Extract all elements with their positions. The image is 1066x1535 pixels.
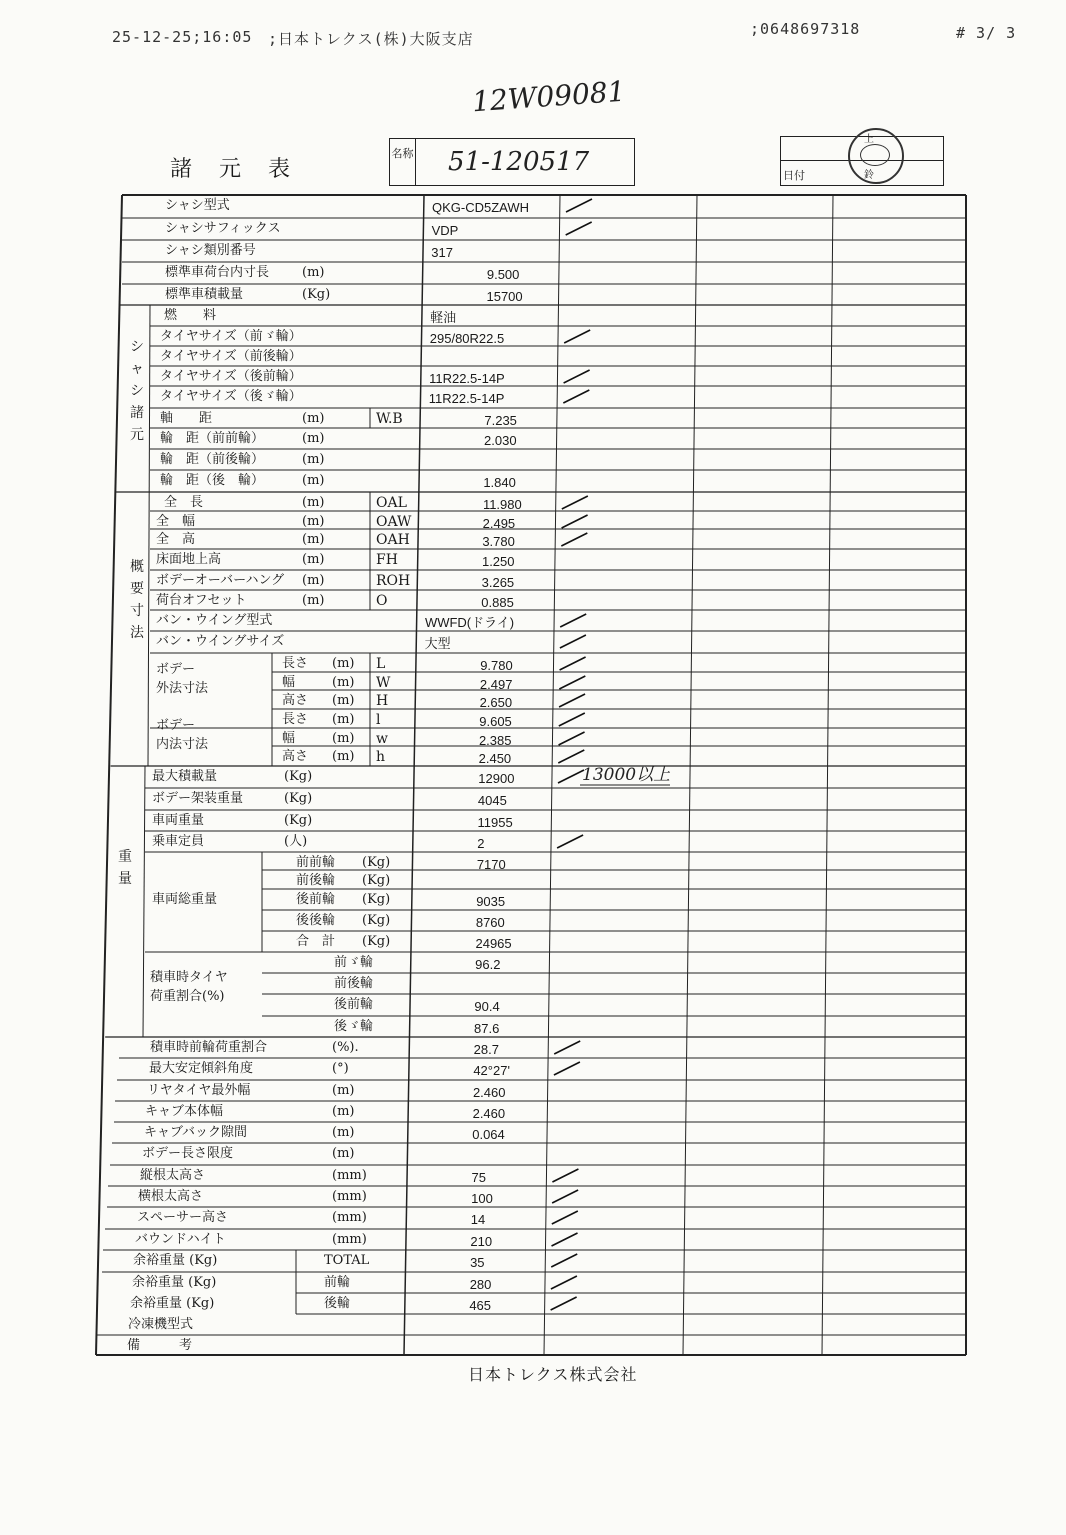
check-mark bbox=[552, 1190, 578, 1203]
row-label: 乗車定員 bbox=[152, 834, 205, 849]
row-label: 輪 距（前後輪） bbox=[160, 452, 265, 467]
row-unit: (mm) bbox=[332, 1232, 367, 1247]
row-value: 15700 bbox=[486, 289, 523, 304]
row-value: 1.250 bbox=[481, 554, 515, 569]
row-value: 317 bbox=[431, 245, 453, 260]
row-value: 2.450 bbox=[478, 751, 512, 766]
row-value: 11.980 bbox=[482, 497, 522, 512]
handwritten-note: 13000以上 bbox=[582, 765, 671, 785]
check-mark bbox=[551, 1297, 577, 1310]
check-mark bbox=[563, 390, 589, 403]
row-value: 210 bbox=[470, 1234, 493, 1249]
row-value: 2.460 bbox=[472, 1106, 506, 1121]
row-value: 295/80R22.5 bbox=[429, 331, 505, 346]
row-value: 2.497 bbox=[479, 677, 513, 692]
row-unit: TOTAL bbox=[324, 1253, 370, 1268]
row-unit: (m) bbox=[302, 452, 325, 467]
check-mark bbox=[559, 676, 585, 689]
row-value: 87.6 bbox=[474, 1021, 500, 1036]
check-mark bbox=[558, 770, 584, 783]
row-unit: (m) bbox=[302, 411, 325, 426]
group-axle-ratio-label: 積車時タイヤ 荷重割合(%) bbox=[150, 970, 228, 1004]
row-value: 7.235 bbox=[484, 413, 517, 428]
row-unit: (m) bbox=[302, 431, 325, 446]
stamp-bottom-text: 鈴 bbox=[864, 170, 874, 181]
page-title: 諸 元 表 bbox=[170, 157, 300, 182]
row-unit: (m) bbox=[332, 749, 355, 764]
row-unit: (Kg) bbox=[284, 813, 313, 828]
check-mark bbox=[560, 657, 586, 670]
row-label: シャシサフィックス bbox=[165, 221, 281, 236]
row-label: 車両重量 bbox=[152, 813, 205, 828]
row-label: タイヤサイズ（後ゞ輪） bbox=[160, 389, 302, 404]
row-label: 冷凍機型式 bbox=[128, 1317, 194, 1332]
row-label: 余裕重量 (Kg) bbox=[133, 1253, 218, 1268]
row-label: タイヤサイズ（前ゞ輪） bbox=[160, 329, 302, 344]
check-mark bbox=[559, 694, 585, 707]
row-label: 合 計 bbox=[296, 934, 336, 949]
row-value: 0.885 bbox=[481, 595, 514, 610]
row-unit: (Kg) bbox=[362, 892, 391, 907]
row-label: 高さ bbox=[282, 749, 309, 764]
row-code: L bbox=[376, 656, 386, 672]
row-value: 280 bbox=[469, 1277, 492, 1292]
row-label: 余裕重量 (Kg) bbox=[130, 1296, 215, 1311]
row-label: 幅 bbox=[282, 675, 296, 690]
row-label: 荷台オフセット bbox=[156, 593, 247, 608]
fax-sender: ;日本トレクス(株)大阪支店 bbox=[268, 30, 474, 48]
row-unit: (mm) bbox=[332, 1168, 367, 1183]
row-label: 積車時前輪荷重割合 bbox=[150, 1040, 268, 1055]
row-value: 2.460 bbox=[472, 1085, 506, 1100]
row-unit: (m) bbox=[332, 1146, 355, 1161]
check-mark bbox=[552, 1169, 578, 1182]
row-label: スペーサー高さ bbox=[137, 1210, 229, 1225]
check-mark bbox=[560, 635, 586, 648]
row-label: シャシ類別番号 bbox=[165, 243, 256, 258]
section-dimensions-label: 概 要 寸 法 bbox=[130, 559, 144, 641]
row-label: 幅 bbox=[282, 731, 296, 746]
row-unit: (°) bbox=[332, 1061, 349, 1076]
row-value: 90.4 bbox=[474, 999, 500, 1014]
row-label: 縦根太高さ bbox=[140, 1168, 206, 1183]
check-mark bbox=[564, 370, 590, 383]
row-unit: (Kg) bbox=[302, 287, 331, 302]
row-value: 2 bbox=[477, 836, 485, 851]
row-label: ボデー架装重量 bbox=[152, 791, 244, 806]
row-code: W bbox=[376, 675, 391, 691]
row-value: 9035 bbox=[476, 894, 506, 909]
row-unit: (m) bbox=[302, 514, 325, 529]
row-value: 11955 bbox=[477, 815, 513, 830]
row-value: 7170 bbox=[476, 857, 506, 872]
check-mark bbox=[559, 713, 585, 726]
row-label: 輪 距（前前輪） bbox=[160, 431, 265, 446]
check-mark bbox=[554, 1062, 580, 1075]
row-unit: (m) bbox=[302, 265, 325, 280]
row-unit: (m) bbox=[332, 712, 355, 727]
row-unit: (m) bbox=[332, 656, 355, 671]
check-mark bbox=[558, 750, 584, 763]
row-code: H bbox=[376, 693, 389, 709]
row-unit: (Kg) bbox=[362, 873, 391, 888]
row-value: 8760 bbox=[475, 915, 505, 930]
handwritten-code: 12W09081 bbox=[471, 74, 627, 119]
row-label: 前ゞ輪 bbox=[334, 955, 374, 970]
row-unit: (m) bbox=[332, 675, 355, 690]
row-value: 24965 bbox=[475, 936, 512, 951]
check-mark bbox=[566, 199, 592, 212]
row-code: ROH bbox=[376, 573, 411, 589]
row-label: ボデーオーバーハング bbox=[156, 573, 285, 588]
row-unit: (Kg) bbox=[362, 934, 391, 949]
row-value: 3.780 bbox=[482, 534, 515, 549]
row-code: W.B bbox=[376, 411, 403, 427]
fax-number: ;0648697318 bbox=[750, 20, 861, 38]
check-mark bbox=[564, 330, 590, 343]
row-value: VDP bbox=[431, 223, 459, 238]
row-unit: 後輪 bbox=[324, 1296, 351, 1311]
row-label: 前後輪 bbox=[334, 976, 374, 991]
row-label: キャブバック隙間 bbox=[144, 1125, 247, 1140]
row-unit: (m) bbox=[332, 693, 355, 708]
row-label: 標準車積載量 bbox=[165, 287, 244, 302]
row-unit: (m) bbox=[302, 552, 325, 567]
row-code: FH bbox=[376, 552, 398, 568]
fax-page-number: # 3/ 3 bbox=[956, 24, 1017, 42]
row-value: 42°27' bbox=[473, 1063, 510, 1078]
row-code: l bbox=[376, 712, 381, 728]
row-label: 後後輪 bbox=[296, 913, 336, 928]
row-code: w bbox=[376, 731, 388, 747]
row-label: シャシ型式 bbox=[165, 198, 230, 213]
row-unit: (Kg) bbox=[284, 791, 313, 806]
row-value: 12900 bbox=[478, 771, 515, 786]
row-label: バン・ウイング型式 bbox=[156, 613, 273, 628]
row-label: 前後輪 bbox=[296, 873, 336, 888]
row-label: バウンドハイト bbox=[135, 1232, 226, 1247]
row-value: 11R22.5-14P bbox=[429, 371, 505, 386]
row-label: 長さ bbox=[282, 656, 309, 671]
row-value: 3.265 bbox=[481, 575, 515, 590]
row-unit: (人) bbox=[284, 834, 308, 849]
fax-timestamp: 25-12-25;16:05 bbox=[112, 28, 253, 46]
company-name: 日本トレクス株式会社 bbox=[468, 1365, 638, 1384]
section-weight-label: 重 量 bbox=[118, 849, 132, 887]
row-label: 後前輪 bbox=[334, 997, 374, 1012]
row-label: 全 長 bbox=[164, 495, 204, 510]
date-label: 日付 bbox=[783, 169, 805, 182]
row-label: 後ゞ輪 bbox=[334, 1019, 374, 1034]
row-unit: 前輪 bbox=[324, 1275, 351, 1290]
name-label: 名称 bbox=[390, 139, 416, 185]
row-value: 96.2 bbox=[475, 957, 501, 972]
row-value: WWFD(ドライ) bbox=[424, 615, 515, 630]
check-mark bbox=[554, 1041, 580, 1054]
check-mark bbox=[560, 614, 586, 627]
row-label: ボデー長さ限度 bbox=[142, 1146, 234, 1161]
row-value: QKG-CD5ZAWH bbox=[432, 200, 530, 215]
row-value: 4045 bbox=[477, 793, 507, 808]
group-body-outer-label: ボデー 外法寸法 bbox=[156, 662, 209, 696]
row-value: 465 bbox=[469, 1298, 492, 1313]
check-mark bbox=[551, 1276, 577, 1289]
row-value: 軽油 bbox=[430, 310, 457, 325]
row-value: 2.385 bbox=[478, 733, 512, 748]
row-label: 余裕重量 (Kg) bbox=[132, 1275, 217, 1290]
row-value: 35 bbox=[470, 1255, 485, 1270]
row-label: 前前輪 bbox=[296, 855, 336, 870]
row-label: 輪 距（後 輪） bbox=[160, 473, 265, 488]
row-value: 100 bbox=[471, 1191, 493, 1206]
row-label: 軸 距 bbox=[160, 411, 213, 426]
section-chassis-label: シ ャ シ 諸 元 bbox=[130, 339, 144, 443]
row-value: 大型 bbox=[424, 636, 451, 651]
row-value: 2.495 bbox=[482, 516, 516, 531]
row-unit: (%). bbox=[332, 1040, 359, 1055]
row-label: 横根太高さ bbox=[138, 1189, 204, 1204]
row-value: 1.840 bbox=[483, 475, 516, 490]
row-label: 備 考 bbox=[127, 1338, 193, 1353]
row-label: 全 幅 bbox=[156, 514, 196, 529]
group-body-inner-label: ボデー 内法寸法 bbox=[156, 718, 209, 752]
row-value: 28.7 bbox=[473, 1042, 499, 1057]
row-unit: (mm) bbox=[332, 1210, 367, 1225]
row-unit: (m) bbox=[332, 1083, 355, 1098]
row-label: 高さ bbox=[282, 693, 309, 708]
row-unit: (Kg) bbox=[284, 769, 313, 784]
row-value: 11R22.5-14P bbox=[428, 391, 505, 406]
row-value: 14 bbox=[470, 1212, 486, 1227]
row-value: 75 bbox=[471, 1170, 486, 1185]
row-unit: (m) bbox=[302, 593, 325, 608]
check-mark bbox=[557, 835, 583, 848]
row-value: 9.500 bbox=[486, 267, 520, 282]
row-unit: (m) bbox=[302, 495, 325, 510]
check-mark bbox=[561, 533, 587, 546]
row-code: OAH bbox=[376, 532, 410, 548]
row-unit: (m) bbox=[332, 731, 355, 746]
check-mark bbox=[551, 1254, 577, 1267]
row-value: 2.030 bbox=[484, 433, 517, 448]
row-value: 9.780 bbox=[480, 658, 513, 673]
row-label: 最大安定傾斜角度 bbox=[149, 1061, 254, 1076]
check-mark bbox=[562, 515, 588, 528]
group-gross-weight-label: 車両総重量 bbox=[152, 892, 218, 907]
row-unit: (Kg) bbox=[362, 913, 391, 928]
check-mark bbox=[552, 1233, 578, 1246]
row-label: 長さ bbox=[282, 712, 309, 727]
row-unit: (m) bbox=[302, 532, 325, 547]
row-label: 床面地上高 bbox=[156, 552, 222, 567]
row-label: タイヤサイズ（後前輪） bbox=[160, 369, 302, 384]
row-label: リヤタイヤ最外幅 bbox=[147, 1083, 251, 1098]
row-unit: (m) bbox=[332, 1125, 355, 1140]
check-mark bbox=[562, 496, 588, 509]
row-label: 全 高 bbox=[156, 532, 196, 547]
row-value: 9.605 bbox=[479, 714, 512, 729]
row-label: 後前輪 bbox=[296, 892, 336, 907]
row-label: 最大積載量 bbox=[152, 769, 218, 784]
name-value: 51-120517 bbox=[448, 147, 590, 177]
check-mark bbox=[559, 732, 585, 745]
row-unit: (m) bbox=[302, 473, 325, 488]
stamp-top-text: 上 bbox=[864, 134, 874, 145]
row-code: h bbox=[376, 749, 386, 765]
row-code: OAW bbox=[376, 514, 412, 530]
row-code: OAL bbox=[376, 495, 407, 511]
row-code: O bbox=[376, 593, 388, 609]
row-unit: (m) bbox=[332, 1104, 355, 1119]
row-label: 燃 料 bbox=[164, 308, 217, 323]
row-value: 2.650 bbox=[479, 695, 513, 710]
row-label: タイヤサイズ（前後輪） bbox=[160, 349, 302, 364]
row-label: キャブ本体幅 bbox=[145, 1104, 224, 1119]
check-mark bbox=[552, 1211, 578, 1224]
row-value: 0.064 bbox=[472, 1127, 505, 1142]
row-unit: (Kg) bbox=[362, 855, 391, 870]
row-unit: (m) bbox=[302, 573, 325, 588]
check-mark bbox=[566, 222, 592, 235]
row-label: バン・ウイングサイズ bbox=[156, 634, 285, 649]
row-label: 標準車荷台内寸長 bbox=[165, 265, 270, 280]
row-unit: (mm) bbox=[332, 1189, 367, 1204]
